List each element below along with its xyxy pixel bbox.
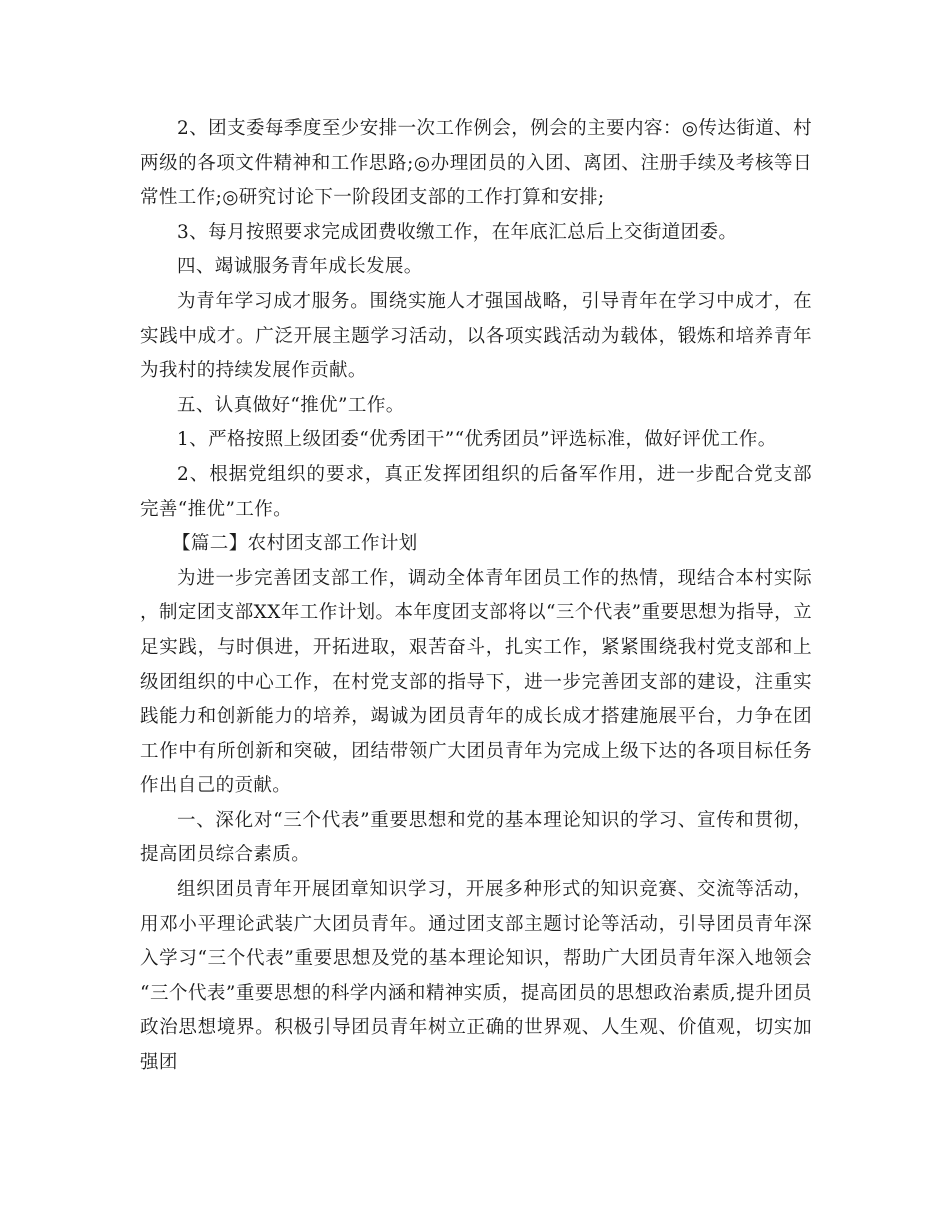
paragraph-item-1-evaluation: 1、严格按照上级团委“优秀团干”“优秀团员”评选标准，做好评优工作。 <box>177 429 777 451</box>
section-heading-4: 四、竭诚服务青年成长发展。 <box>177 256 423 278</box>
section-heading-5: 五、认真做好“推优”工作。 <box>177 394 405 416</box>
paragraph-youth-learning: 为青年学习成才服务。围绕实施人才强国战略，引导青年在学习中成才，在实践中成才。广泛开展主题学习活动，以各项实践活动为载体，锻炼和培养青年为我村的持续发展作贡献。 <box>140 290 812 382</box>
paragraph-item-2-meetings: 2、团支委每季度至少安排一次工作例会，例会的主要内容：◎传达街道、村两级的各项文件精神和工作思路;◎办理团员的入团、离团、注册手续及考核等日常性工作;◎研究讨论下一阶段团支部的工作打算和安排; <box>140 118 812 209</box>
paragraph-item-2-reserve: 2、根据党组织的要求，真正发挥团组织的后备军作用，进一步配合党支部完善“推优”工作。 <box>140 463 812 520</box>
paragraph-study-activities: 组织团员青年开展团章知识学习，开展多种形式的知识竞赛、交流等活动，用邓小平理论武装广大团员青年。通过团支部主题讨论等活动，引导团员青年深入学习“三个代表”重要思想及党的基本理论知识，帮助广大团员青年深入地领会“三个代表”重要思想的科学内涵和精神实质，提高团员的思想政治素质,提升团员政治思想境界。积极引导团员青年树立正确的世界观、人生观、价值观，切实加强团 <box>140 879 812 1074</box>
paragraph-item-3-fees: 3、每月按照要求完成团费收缴工作，在年底汇总后上交街道团委。 <box>177 221 738 243</box>
article-title-part-two: 【篇二】农村团支部工作计划 <box>172 533 418 555</box>
document-body <box>140 112 812 1081</box>
paragraph-plan-intro: 为进一步完善团支部工作，调动全体青年团员工作的热情，现结合本村实际，制定团支部XX年工作计划。本年度团支部将以“三个代表”重要思想为指导，立足实践，与时俱进，开拓进取，艰苦奋斗，扎实工作，紧紧围绕我村党支部和上级团组织的中心工作，在村党支部的指导下，进一步完善团支部的建设，注重实践能力和创新能力的培养，竭诚为团员青年的成长成才搭建施展平台，力争在团工作中有所创新和突破，团结带领广大团员青年为完成上级下达的各项目标任务作出自己的贡献。 <box>140 567 812 797</box>
section-heading-1: 一、深化对“三个代表”重要思想和党的基本理论知识的学习、宣传和贯彻，提高团员综合素质。 <box>140 809 812 866</box>
